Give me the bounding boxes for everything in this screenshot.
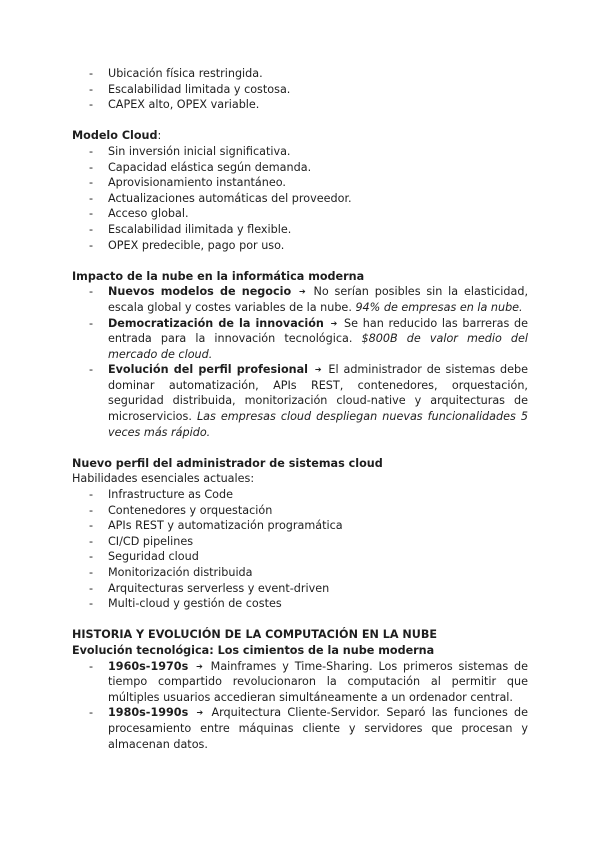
arrow-icon: ➔ [196, 661, 203, 671]
history-item-label: 1980s-1990s [108, 706, 189, 720]
list-item: - Capacidad elástica según demanda. [72, 160, 528, 176]
list-item: - Seguridad cloud [72, 549, 528, 565]
impact-item-text: No serían posibles sin la elasticidad, escala global y costes variables de la nube. [108, 285, 529, 314]
impact-item-label: Evolución del perfil profesional [108, 363, 308, 377]
admin-profile-intro: Habilidades esenciales actuales: [72, 472, 255, 486]
list-item [72, 284, 528, 315]
list-item: - Actualizaciones automáticas del proveedor. [72, 191, 528, 207]
list-item: - CAPEX alto, OPEX variable. [72, 97, 528, 113]
arrow-icon: ➔ [314, 365, 322, 375]
impact-item-label: Nuevos modelos de negocio [108, 285, 292, 299]
impact-item-label: Democratización de la innovación [108, 316, 324, 330]
list-item: - Escalabilidad limitada y costosa. [72, 82, 528, 98]
impact-item-text: Se han reducido las barreras de entrada para la innovación tecnológica. [108, 316, 528, 346]
on-premise-drawbacks-list [72, 66, 528, 113]
admin-skills-list [72, 487, 528, 612]
impact-list [72, 284, 528, 440]
history-heading: HISTORIA Y EVOLUCIÓN DE LA COMPUTACIÓN EN LA NUBE [72, 628, 438, 642]
list-item: - Infrastructure as Code [72, 487, 528, 503]
impact-item-emphasis: 94% de empresas en la nube. [355, 300, 523, 314]
list-item: - Acceso global. [72, 206, 528, 222]
list-item [72, 316, 528, 363]
history-item-text: Arquitectura Cliente-Servidor. Separó las funciones de procesamiento entre máquinas cliente y servidores que procesan y almacenan datos. [108, 706, 528, 751]
cloud-model-heading: Modelo Cloud [72, 129, 158, 143]
list-item: - Sin inversión inicial significativa. [72, 144, 528, 160]
admin-profile-heading: Nuevo perfil del administrador de sistemas cloud [72, 456, 383, 470]
impact-item-emphasis: $800B de valor medio del mercado de cloud. [108, 332, 529, 361]
history-subheading: Evolución tecnológica: Los cimientos de la nube moderna [72, 643, 435, 657]
list-item: - Aprovisionamiento instantáneo. [72, 175, 528, 191]
list-item: - Monitorización distribuida [72, 565, 528, 581]
arrow-icon: ➔ [330, 318, 338, 328]
list-item: - Multi-cloud y gestión de costes [72, 596, 528, 612]
list-item: - Escalabilidad ilimitada y flexible. [72, 222, 528, 238]
list-item [72, 659, 528, 706]
impact-heading: Impacto de la nube en la informática moderna [72, 269, 365, 283]
list-item: - APIs REST y automatización programática [72, 518, 528, 534]
impact-item-text: El administrador de sistemas debe dominar automatización, APIs REST, contenedores, orquestación, seguridad distribuida, monitorización cloud-native y arquitecturas de microservicios. [108, 363, 528, 424]
list-item [72, 705, 528, 752]
arrow-icon: ➔ [298, 287, 306, 297]
list-item: - Arquitecturas serverless y event-driven [72, 581, 528, 597]
list-item: - CI/CD pipelines [72, 534, 528, 550]
impact-item-emphasis: Las empresas cloud despliegan nuevas funcionalidades 5 veces más rápido. [108, 410, 528, 439]
list-item: - OPEX predecible, pago por uso. [72, 238, 528, 254]
list-item: - Ubicación física restringida. [72, 66, 528, 82]
list-item [72, 362, 528, 440]
list-item: - Contenedores y orquestación [72, 503, 528, 519]
cloud-model-list [72, 144, 528, 253]
history-list [72, 659, 528, 753]
history-item-label: 1960s-1970s [108, 659, 189, 673]
history-item-text: Mainframes y Time-Sharing. Los primeros sistemas de tiempo compartido revolucionaron la computación al permitir que múltiples usuarios accedieran simultáneamente a un ordenador central. [108, 659, 528, 704]
document-page [72, 66, 528, 752]
cloud-model-heading-line [72, 128, 528, 144]
arrow-icon: ➔ [196, 708, 204, 718]
cloud-model-colon: : [157, 129, 162, 143]
